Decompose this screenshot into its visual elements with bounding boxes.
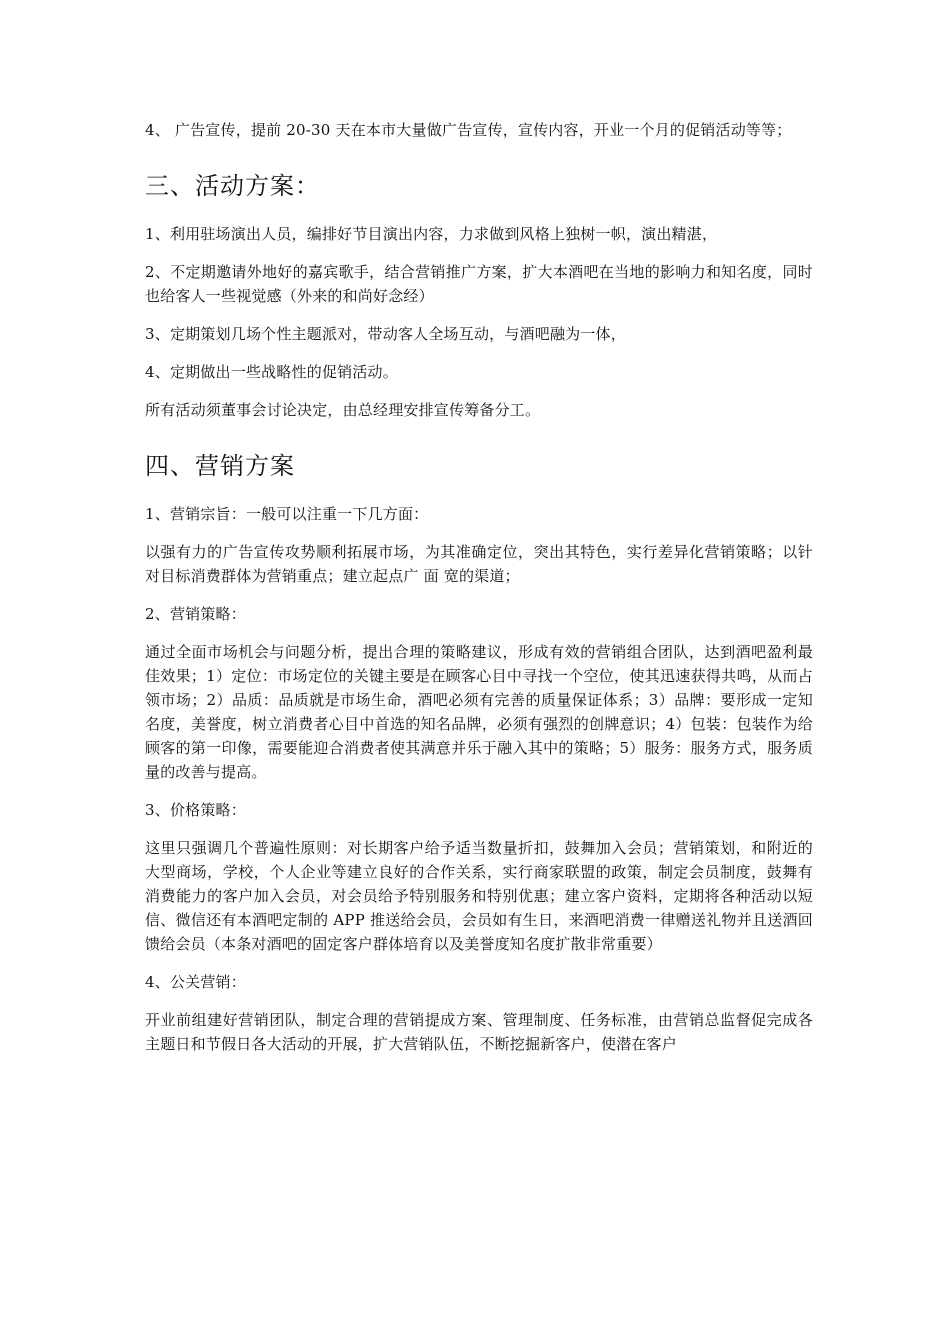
promo-item-4: 4、 广告宣传，提前 20-30 天在本市大量做广告宣传，宣传内容，开业一个月的促销活动等等； (145, 121, 792, 139)
pr-marketing-body: 开业前组建好营销团队，制定合理的营销提成方案、管理制度、任务标准，由营销总监督促完成各主题日和节假日各大活动的开展，扩大营销队伍，不断挖掘新客户，使潜在客户 (145, 1011, 813, 1053)
activity-item-2: 2、不定期邀请外地好的嘉宾歌手，结合营销推广方案，扩大本酒吧在当地的影响力和知名度，同时也给客人一些视觉感（外来的和尚好念经） (145, 263, 813, 305)
activity-item-3: 3、定期策划几场个性主题派对，带动客人全场互动，与酒吧融为一体， (145, 325, 626, 343)
section3-heading: 三、活动方案： (145, 172, 320, 200)
activity-item-4: 4、定期做出一些战略性的促销活动。 (145, 363, 398, 381)
activity-note: 所有活动须董事会讨论决定，由总经理安排宣传筹备分工。 (145, 401, 541, 419)
marketing-strategy-body: 通过全面市场机会与问题分析，提出合理的策略建议，形成有效的营销组合团队，达到酒吧盈利最佳效果；1）定位：市场定位的关键主要是在顾客心目中寻找一个空位，使其迅速获得共鸣，从而占领市场；2）品质：品质就是市场生命，酒吧必须有完善的质量保证体系；3）品牌：要形成一定知名度，美誉度，树立消费者心目中首选的知名品牌，必须有强烈的创牌意识；4）包装：包装作为给顾客的第一印像，需要能迎合消费者使其满意并乐于融入其中的策略；5）服务：服务方式，服务质量的改善与提高。 (145, 643, 813, 781)
marketing-purpose-title: 1、营销宗旨：一般可以注重一下几方面： (145, 505, 429, 523)
pr-marketing-title: 4、公关营销： (145, 973, 246, 991)
price-strategy-body: 这里只强调几个普遍性原则：对长期客户给予适当数量折扣，鼓舞加入会员；营销策划，和附近的大型商场，学校，个人企业等建立良好的合作关系，实行商家联盟的政策，制定会员制度，鼓舞有消费能力的客户加入会员，对会员给予特别服务和特别优惠；建立客户资料，定期将各种活动以短信、微信还有本酒吧定制的 APP 推送给会员，会员如有生日，来酒吧消费一律赠送礼物并且送酒回馈给会员（本条对酒吧的固定客户群体培育以及美誉度知名度扩散非常重要） (145, 839, 813, 953)
activity-item-1: 1、利用驻场演出人员，编排好节目演出内容，力求做到风格上独树一帜，演出精湛， (145, 225, 718, 243)
section4-heading: 四、营销方案 (145, 452, 295, 480)
document-page (145, 118, 813, 1056)
price-strategy-title: 3、价格策略： (145, 801, 246, 819)
marketing-purpose-body: 以强有力的广告宣传攻势顺利拓展市场，为其准确定位，突出其特色，实行差异化营销策略；以针对目标消费群体为营销重点；建立起点广 面 宽的渠道； (145, 543, 813, 585)
marketing-strategy-title: 2、营销策略： (145, 605, 246, 623)
